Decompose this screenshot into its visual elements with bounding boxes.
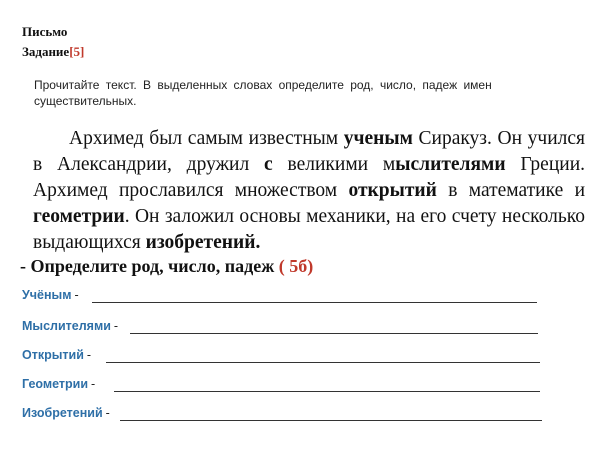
answer-dash: - (113, 319, 119, 333)
passage-text: в математике и (448, 180, 586, 201)
task-label: Задание (22, 44, 70, 59)
answer-dash: - (74, 288, 79, 302)
header (22, 22, 84, 62)
answer-line[interactable] (114, 391, 540, 392)
section-title: Письмо (22, 24, 68, 39)
passage-text: Греции. Архимед прославился множеством (33, 154, 586, 201)
task-points: ( 5б) (278, 256, 314, 276)
answer-word: Учёным (22, 288, 72, 302)
task-number: [5] (69, 44, 85, 59)
answer-line[interactable] (120, 420, 542, 421)
answer-word: Изобретений (22, 406, 103, 420)
task-heading (22, 42, 84, 62)
answer-row-geometrii (22, 377, 98, 397)
answer-line[interactable] (92, 302, 537, 303)
passage-text: Сиракуз. Он учился в Александрии, дружил (33, 128, 586, 175)
highlighted-word: изобретений. (145, 232, 261, 253)
answer-row-otkrytiy (22, 348, 94, 368)
passage-text: великими м (287, 154, 396, 175)
passage-text: Архимед был самым известным (69, 128, 339, 149)
answer-line[interactable] (106, 362, 540, 363)
reading-passage (33, 126, 585, 256)
answer-word: Геометрии (22, 377, 89, 391)
task-label-text: - Определите род, число, падеж (20, 256, 275, 276)
answer-dash: - (91, 377, 96, 391)
answer-dash: - (86, 348, 92, 362)
highlighted-word: открытий (348, 180, 437, 201)
answer-row-myslitelyami (22, 319, 121, 339)
answer-word: Открытий (22, 348, 84, 362)
instruction-text: Прочитайте текст. В выделенных словах определите род, число, падеж имен существительных. (34, 78, 492, 108)
highlighted-word: ыслителями (395, 154, 506, 175)
answer-dash: - (105, 406, 110, 420)
answer-word: Мыслителями (22, 319, 111, 333)
highlighted-word: с (264, 154, 273, 175)
task-instruction (20, 256, 313, 277)
highlighted-word: геометрии (33, 206, 125, 227)
answer-line[interactable] (130, 333, 538, 334)
passage-text: . Он заложил основы механики, на его счету несколько выдающихся (33, 206, 585, 253)
highlighted-word: ученым (343, 128, 413, 149)
answer-row-izobreteniy (22, 406, 113, 426)
answer-row-uchenym (22, 288, 82, 308)
